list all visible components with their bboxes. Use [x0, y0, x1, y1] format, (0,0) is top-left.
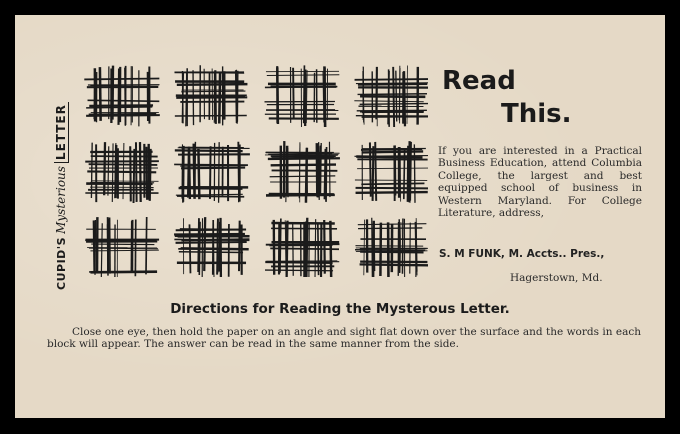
directions-text: Close one eye, then hold the paper on an angle and sight flat down over the surface and the words in each block will appear. The answer can be read in the same manner from the side. [47, 326, 641, 351]
mysterious-letter-grid [82, 63, 428, 277]
side-label-cupids: CUPID'S [54, 236, 68, 290]
heading-this: This. [501, 99, 572, 129]
hatched-block [354, 66, 428, 127]
hatched-block [265, 65, 340, 127]
hatched-block [85, 142, 159, 203]
advertisement-text: If you are interested in a Practical Business Education, attend Columbia College, the largest and best equipped school of business in Western Maryland. For College Literature, address, [438, 145, 642, 220]
hatched-block [265, 141, 340, 203]
signer-name: S. M FUNK, M. Accts.. Pres., [439, 248, 605, 260]
hatched-block [84, 66, 160, 127]
hatched-block [265, 218, 339, 277]
hatched-block [355, 218, 428, 277]
hatched-block [174, 142, 250, 203]
hatched-block [174, 217, 249, 277]
side-label-mysterious: Mysterious [54, 166, 68, 234]
heading-read: Read [442, 66, 516, 96]
hatched-blocks-graphic [82, 63, 428, 277]
side-label-cupids-mysterious-letter [49, 68, 73, 290]
hatched-block [174, 65, 247, 126]
side-label-letter: LETTER [54, 102, 69, 163]
postcard [15, 15, 665, 418]
location-text: Hagerstown, Md. [510, 272, 603, 284]
hatched-block [85, 217, 159, 277]
directions-heading: Directions for Reading the Mysterous Letter. [170, 301, 510, 317]
hatched-block [354, 141, 428, 203]
